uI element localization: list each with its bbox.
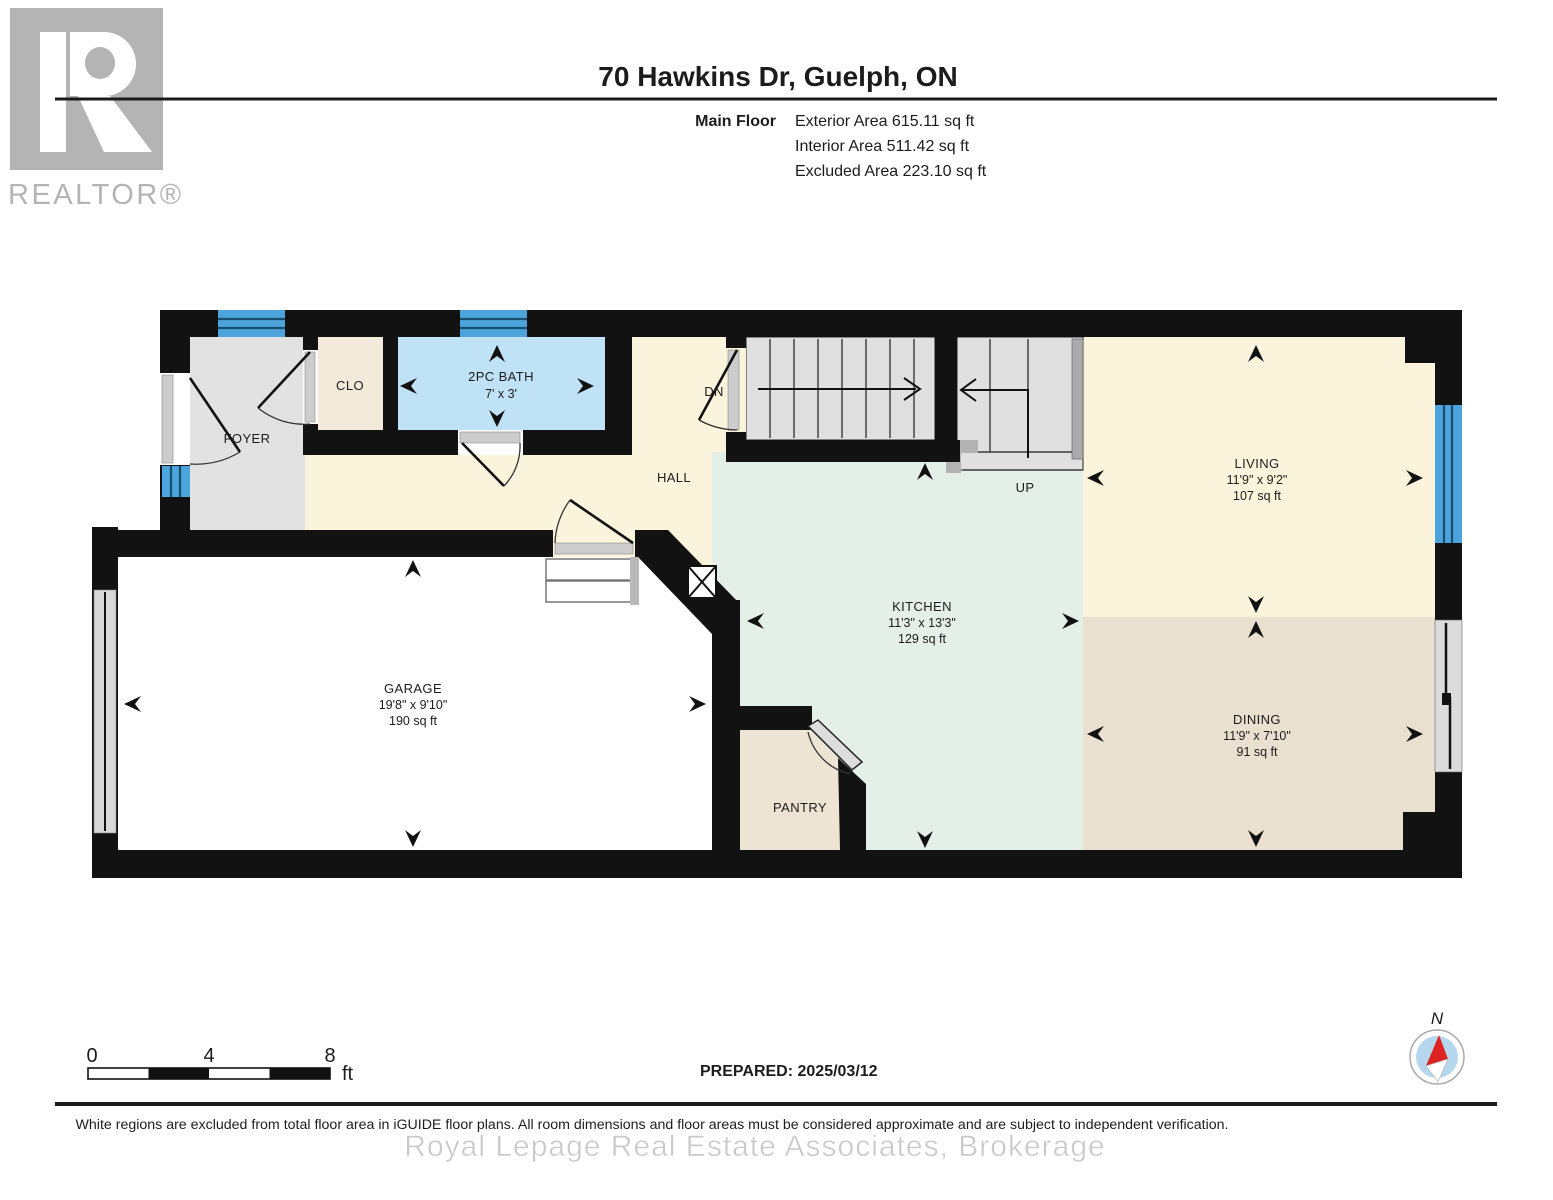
garage-area: 190 sq ft xyxy=(389,714,437,728)
living-label: LIVING xyxy=(1234,456,1280,471)
stairs-railing xyxy=(1072,339,1083,459)
living-dims: 11'9" x 9'2" xyxy=(1226,473,1288,487)
foyer-label: FOYER xyxy=(223,431,271,446)
scale-tick-4: 4 xyxy=(203,1045,215,1067)
window-living-right xyxy=(1435,405,1462,543)
interior-area: Interior Area 511.42 sq ft xyxy=(795,138,970,155)
hall-label: HALL xyxy=(656,470,692,485)
garage-label: GARAGE xyxy=(383,681,443,696)
window-foyer-top xyxy=(218,310,285,337)
dining-dims: 11'9" x 7'10" xyxy=(1223,729,1291,743)
excluded-area: Excluded Area 223.10 sq ft xyxy=(795,163,987,180)
window-bath-top xyxy=(460,310,527,337)
room-bath xyxy=(398,337,605,432)
realtor-brand-text: REALTOR® xyxy=(8,179,184,211)
garage-overhead-door xyxy=(94,590,116,833)
disclaimer-text: White regions are excluded from total floor area in iGUIDE floor plans. All room dimensions and floor areas must be considered approximate and are subject to independent verification. xyxy=(75,1117,1229,1133)
kitchen-label: KITCHEN xyxy=(892,599,952,614)
scale-tick-8: 8 xyxy=(324,1045,336,1067)
post-x-box xyxy=(688,566,716,598)
scale-tick-0: 0 xyxy=(86,1045,98,1067)
header xyxy=(8,8,1497,211)
brokerage-watermark: Royal Lepage Real Estate Associates, Brokerage xyxy=(404,1130,1106,1163)
garage-dims: 19'8" x 9'10" xyxy=(378,698,448,712)
stairs-down-label: DN xyxy=(704,384,724,399)
bath-label: 2PC BATH xyxy=(468,369,534,384)
scale-unit: ft xyxy=(342,1063,354,1085)
window-foyer-left xyxy=(162,466,190,497)
garage-steps xyxy=(546,557,639,605)
prepared-date: PREPARED: 2025/03/12 xyxy=(700,1063,878,1080)
dining-area: 91 sq ft xyxy=(1236,745,1278,759)
kitchen-dims: 11'3" x 13'3" xyxy=(888,616,956,630)
floor-label: Main Floor xyxy=(695,113,776,130)
closet-label: CLO xyxy=(336,378,364,393)
stairs-up-label: UP xyxy=(1015,480,1035,495)
footer xyxy=(55,1104,1497,1163)
realtor-logo-icon xyxy=(8,8,184,211)
compass xyxy=(1410,1009,1464,1084)
dining-label: DINING xyxy=(1233,712,1281,727)
bath-dims: 7' x 3' xyxy=(485,387,517,401)
dining-sliding-door xyxy=(1435,620,1462,772)
page-title: 70 Hawkins Dr, Guelph, ON xyxy=(598,61,958,92)
exterior-area: Exterior Area 615.11 sq ft xyxy=(795,113,975,130)
pantry-label: PANTRY xyxy=(773,800,827,815)
kitchen-area: 129 sq ft xyxy=(898,632,946,646)
living-area: 107 sq ft xyxy=(1233,489,1281,503)
scale-bar xyxy=(86,1045,353,1085)
compass-north-label: N xyxy=(1430,1009,1444,1028)
